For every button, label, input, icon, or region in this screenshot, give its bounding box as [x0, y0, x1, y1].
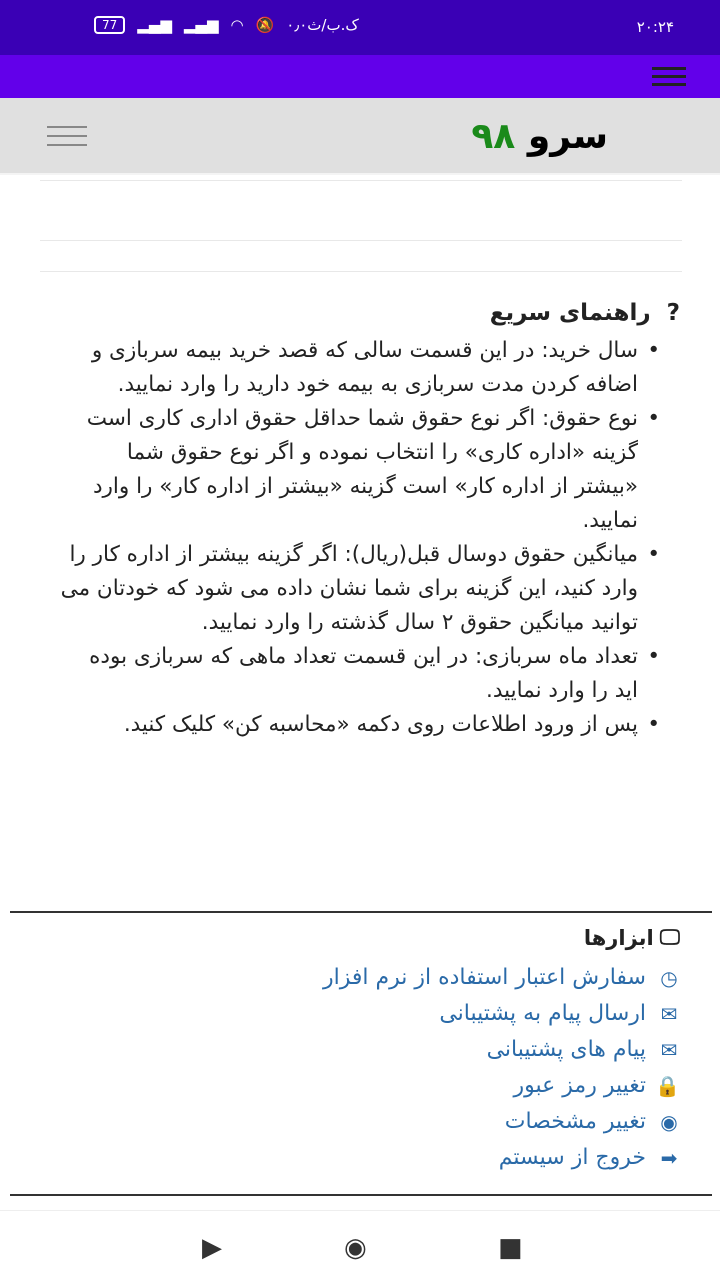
battery-icon: 77	[94, 16, 125, 34]
edit-profile-link[interactable]: ◉ تغییر مشخصات	[40, 1104, 680, 1140]
send-support-message-link[interactable]: ✉ ارسال پیام به پشتیبانی	[40, 996, 680, 1032]
user-circle-icon: ◉	[660, 1110, 678, 1134]
divider	[10, 911, 712, 913]
divider	[40, 180, 682, 181]
status-icons	[94, 16, 359, 34]
menu-icon[interactable]	[652, 67, 686, 86]
app-bar	[0, 55, 720, 98]
tools-section	[40, 925, 680, 1176]
envelope-outline-icon: ✉	[660, 1038, 678, 1062]
signal-icon-2: ▂▄▆	[183, 16, 219, 34]
recents-icon[interactable]: ■	[498, 1233, 523, 1263]
guide-list	[40, 334, 680, 742]
divider	[40, 271, 682, 272]
list-item: • سال خرید: در این قسمت سالی که قصد خرید بیمه سربازی و اضافه کردن مدت سربازی به بیمه خود دارید را وارد نمایید.	[60, 334, 660, 402]
nav-toggle-icon[interactable]	[47, 126, 87, 146]
tools-title: 🖵 ابزارها	[583, 925, 680, 950]
home-icon[interactable]: ◉	[344, 1233, 367, 1263]
back-icon[interactable]: ▶	[202, 1233, 222, 1263]
lock-icon: 🔒	[655, 1074, 680, 1098]
desktop-icon: 🖵	[659, 925, 680, 949]
site-header	[0, 98, 720, 175]
question-icon: ?	[666, 300, 680, 326]
list-item: • نوع حقوق: اگر نوع حقوق شما حداقل حقوق اداری کاری است گزینه «اداره کاری» را انتخاب نموده و اگر نوع حقوق شما «بیشتر از اداره کار» است گزینه «بیشتر از اداره کار» را وارد نمایید.	[60, 402, 660, 538]
guide-title: ? راهنمای سریع	[489, 300, 680, 326]
quick-guide	[40, 300, 680, 742]
logout-link[interactable]: ➡ خروج از سیستم	[40, 1140, 680, 1176]
wifi-icon: ◠	[230, 16, 244, 34]
list-item: • میانگین حقوق دوسال قبل(ریال): اگر گزینه بیشتر از اداره کار را وارد کنید، این گزینه برای شما نشان داده می شود که خودتان می توانید میانگین حقوق ۲ سال گذشته را وارد نمایید.	[60, 538, 660, 640]
divider	[40, 240, 682, 241]
list-item: • تعداد ماه سربازی: در این قسمت تعداد ماهی که سربازی بوده اید را وارد نمایید.	[60, 640, 660, 708]
envelope-icon: ✉	[660, 1002, 678, 1026]
divider	[10, 1194, 712, 1196]
order-credit-link[interactable]: ◷ سفارش اعتبار استفاده از نرم افزار	[40, 960, 680, 996]
signal-icon: ▂▄▆	[137, 16, 172, 34]
network-speed: ۰٫۰ک.ب/ث	[286, 16, 359, 34]
clock: ۲۰:۲۴	[636, 18, 674, 36]
clock-icon: ◷	[660, 966, 678, 990]
bell-muted-icon: 🔕	[255, 16, 275, 34]
status-bar	[0, 0, 720, 55]
list-item: • پس از ورود اطلاعات روی دکمه «محاسبه کن» کلیک کنید.	[60, 708, 660, 742]
android-nav-bar	[0, 1210, 720, 1280]
change-password-link[interactable]: 🔒 تغییر رمز عبور	[40, 1068, 680, 1104]
support-messages-link[interactable]: ✉ پیام های پشتیبانی	[40, 1032, 680, 1068]
logo[interactable]: سرو ۹۸	[471, 116, 608, 157]
sign-out-icon: ➡	[660, 1146, 678, 1170]
